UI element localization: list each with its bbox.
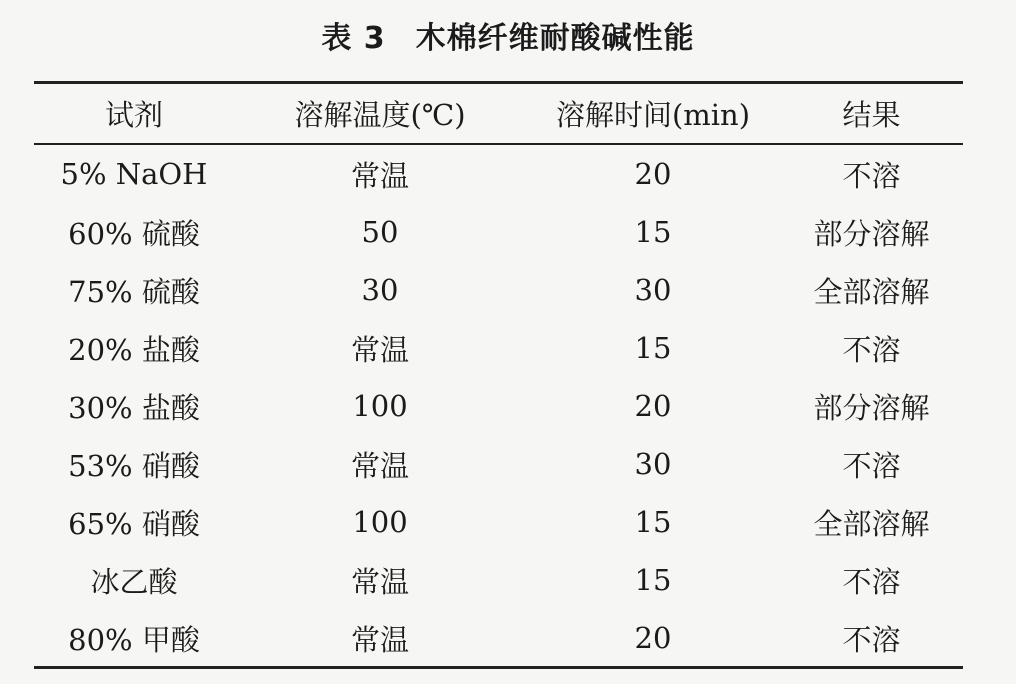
time-cell: 20 (634, 621, 672, 655)
time-cell: 15 (634, 215, 672, 249)
temperature-cell: 常温 (350, 448, 409, 483)
table-row (34, 609, 963, 667)
temperature-cell: 30 (361, 273, 399, 307)
temperature-cell: 100 (352, 389, 408, 423)
temperature-cell: 常温 (350, 564, 409, 599)
table-title: 木棉纤维耐酸碱性能 (415, 21, 695, 56)
reagent-cell: 75% 硫酸 (68, 274, 200, 309)
reagent-cell: 冰乙酸 (90, 564, 178, 599)
reagent-cell: 65% 硝酸 (68, 506, 200, 541)
result-cell: 不溶 (842, 158, 901, 193)
table-row (34, 143, 963, 203)
header-temperature: 溶解温度(℃) (294, 98, 466, 132)
table-number: 表 3 (321, 21, 386, 56)
time-cell: 15 (634, 563, 672, 597)
result-cell: 全部溶解 (813, 506, 930, 541)
result-cell: 不溶 (842, 564, 901, 599)
reagent-cell: 30% 盐酸 (68, 390, 200, 425)
table-row (34, 203, 963, 261)
time-cell: 20 (634, 157, 672, 191)
time-cell: 30 (634, 447, 672, 481)
table-caption (0, 14, 1016, 64)
result-cell: 部分溶解 (813, 390, 930, 425)
temperature-cell: 常温 (350, 622, 409, 657)
time-cell: 20 (634, 389, 672, 423)
reagent-cell: 80% 甲酸 (68, 622, 200, 657)
header-reagent: 试剂 (104, 98, 163, 132)
header-result: 结果 (842, 98, 901, 132)
time-cell: 30 (634, 273, 672, 307)
temperature-cell: 50 (361, 215, 399, 249)
result-cell: 不溶 (842, 622, 901, 657)
result-cell: 全部溶解 (813, 274, 930, 309)
result-cell: 部分溶解 (813, 216, 930, 251)
reagent-cell: 60% 硫酸 (68, 216, 200, 251)
table-row (34, 435, 963, 493)
result-cell: 不溶 (842, 448, 901, 483)
header-row (34, 84, 963, 143)
table-row (34, 319, 963, 377)
reagent-cell: 5% NaOH (60, 157, 208, 191)
reagent-cell: 20% 盐酸 (68, 332, 200, 367)
table-row (34, 261, 963, 319)
reagent-cell: 53% 硝酸 (68, 448, 200, 483)
temperature-cell: 常温 (350, 332, 409, 367)
table-row (34, 377, 963, 435)
table-row (34, 551, 963, 609)
acid-alkali-table (34, 84, 963, 667)
time-cell: 15 (634, 331, 672, 365)
temperature-cell: 常温 (350, 158, 409, 193)
header-time: 溶解时间(min) (555, 98, 751, 132)
result-cell: 不溶 (842, 332, 901, 367)
table-row (34, 493, 963, 551)
temperature-cell: 100 (352, 505, 408, 539)
time-cell: 15 (634, 505, 672, 539)
